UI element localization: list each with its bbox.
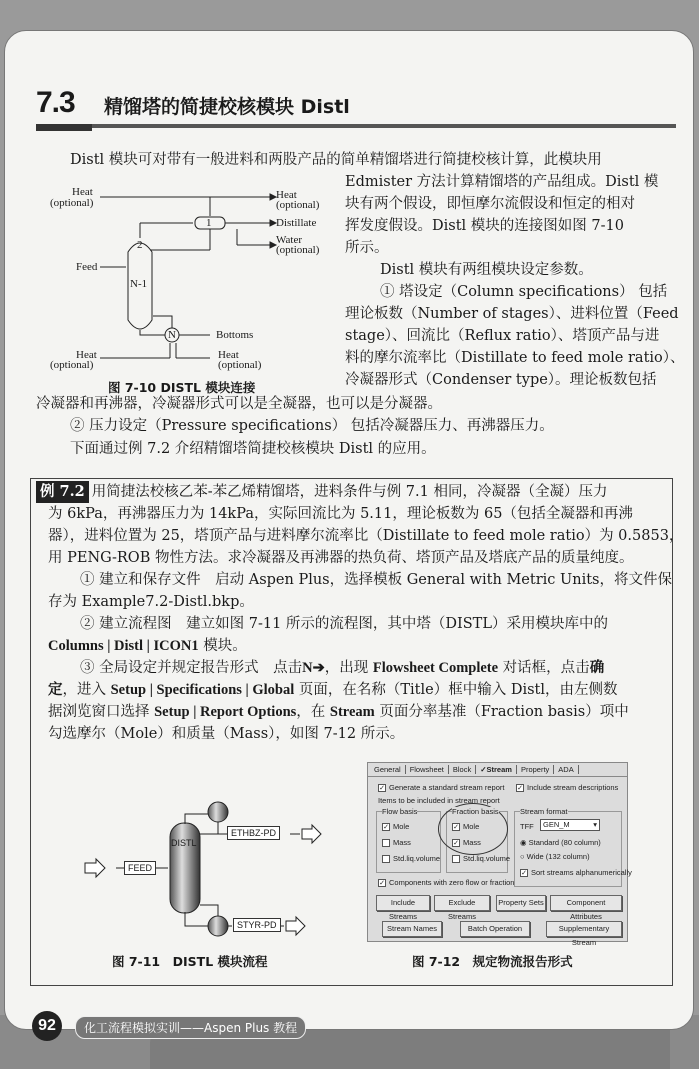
- figure-caption: 图 7-12 规定物流报告形式: [412, 954, 573, 969]
- example-line: 定，进入 Setup | Specifications | Global 页面，在名称（Title）框中输入 Distl，由左侧数: [48, 682, 618, 698]
- title-rule-accent: [36, 124, 92, 131]
- figure-caption: 图 7-11 DISTL 模块流程: [112, 954, 268, 969]
- page-number: 92: [32, 1011, 62, 1041]
- intro-line: ① 塔设定（Column specifications） 包括: [380, 284, 668, 300]
- tff-select[interactable]: GEN_M ▾: [540, 819, 600, 831]
- frac-mole-checkbox[interactable]: ✓ Mole: [453, 822, 480, 832]
- intro-line: Distl 模块可对带有一般进料和两股产品的简单精馏塔进行简捷校核计算，此模块用: [70, 152, 602, 168]
- intro-line: 下面通过例 7.2 介绍精馏塔简捷校核模块 Distl 的应用。: [70, 441, 436, 457]
- label-optional: (optional): [50, 197, 94, 209]
- distl-connection-diagram: [0, 180, 300, 360]
- tab-block[interactable]: Block: [449, 765, 476, 774]
- stream-names-button[interactable]: Stream Names: [382, 921, 442, 937]
- label-heat-out: Heat: [276, 189, 297, 201]
- example-line: 用简捷法校核乙苯-苯乙烯精馏塔，进料条件与例 7.1 相同，冷凝器（全凝）压力: [91, 484, 608, 500]
- label-stage-n-1: N-1: [130, 278, 148, 290]
- intro-line: 冷凝器和再沸器，冷凝器形式可以是全凝器，也可以是分凝器。: [36, 396, 442, 412]
- product-arrow-icon: [302, 825, 321, 843]
- intro-line: 冷凝器形式（Condenser type）。理论板数包括: [345, 372, 657, 388]
- reboiler-icon: [208, 916, 228, 936]
- tff-label: TFF: [520, 822, 534, 831]
- sort-checkbox[interactable]: ✓ Sort streams alphanumerically: [521, 868, 632, 878]
- label-optional: (optional): [276, 199, 320, 211]
- items-label: Items to be included in stream report: [378, 796, 500, 805]
- tab-bar: [368, 763, 627, 777]
- example-line: 存为 Example7.2-Distl.bkp。: [48, 594, 254, 610]
- example-line: 勾选摩尔（Mole）和质量（Mass），如图 7-12 所示。: [48, 726, 405, 742]
- intro-line: 料的摩尔流率比（Distillate to feed mole ratio）、: [345, 350, 685, 366]
- include-streams-button[interactable]: Include Streams: [376, 895, 430, 911]
- label-optional: (optional): [218, 359, 262, 371]
- intro-line: ② 压力设定（Pressure specifications） 包括冷凝器压力、再沸器压力。: [70, 418, 554, 434]
- example-line: Columns | Distl | ICON1 模块。: [48, 638, 247, 654]
- frac-stdliq-checkbox[interactable]: Std.liq.volume: [452, 854, 510, 863]
- condenser-icon: [208, 802, 228, 822]
- example-line: 器），进料位置为 25，塔顶产品与进料摩尔流率比（Distillate to feed mole ratio）为 0.5853，: [48, 528, 684, 544]
- label-optional: (optional): [276, 244, 320, 256]
- label-heat-out: Heat: [218, 349, 239, 361]
- label-stage-2: 2: [137, 239, 143, 251]
- title-rule: [36, 124, 676, 128]
- stream-ethbz-pd: ETHBZ-PD: [227, 826, 280, 840]
- stream-feed: FEED: [124, 861, 156, 875]
- example-line: ③ 全局设定并规定报告形式 点击N➔，出现 Flowsheet Complete 对话框，点击确: [80, 660, 605, 676]
- tab-ada[interactable]: ADA: [554, 765, 578, 774]
- distl-flowsheet: [80, 760, 370, 940]
- book-title: 化工流程模拟实训——Aspen Plus 教程: [75, 1016, 306, 1039]
- tab-stream[interactable]: ✓Stream: [476, 765, 517, 774]
- report-options-dialog: [367, 762, 632, 947]
- tab-flowsheet[interactable]: Flowsheet: [406, 765, 449, 774]
- flow-basis-label: Flow basis: [382, 807, 418, 816]
- label-bottoms: Bottoms: [216, 329, 254, 341]
- supplementary-stream-button[interactable]: Supplementary Stream: [546, 921, 622, 937]
- section-title: 精馏塔的简捷校核模块 Distl: [104, 96, 350, 118]
- include-descriptions-checkbox[interactable]: ✓ Include stream descriptions: [517, 783, 619, 793]
- label-water: Water: [276, 234, 302, 246]
- column-label: DISTL: [171, 838, 197, 848]
- example-line: 用 PENG-ROB 物性方法。求冷凝器及再沸器的热负荷、塔顶产品及塔底产品的质量纯度。: [48, 550, 634, 566]
- stream-format-label: Stream format: [520, 807, 568, 816]
- tab-general[interactable]: General: [370, 765, 406, 774]
- section-number: 7.3: [36, 86, 75, 119]
- fraction-basis-label: Fraction basis: [452, 807, 499, 816]
- figure-caption: 图 7-10 DISTL 模块连接: [108, 380, 256, 395]
- intro-line: 挥发度假设。Distl 模块的连接图如图 7-10: [345, 218, 624, 234]
- example-line: ① 建立和保存文件 启动 Aspen Plus，选择模板 General with Metric Units，将文件保: [80, 572, 672, 588]
- label-heat-in: Heat: [72, 186, 93, 198]
- generate-report-checkbox[interactable]: ✓ Generate a standard stream report: [379, 783, 505, 793]
- property-sets-button[interactable]: Property Sets: [496, 895, 546, 911]
- intro-line: stage）、回流比（Reflux ratio）、塔顶产品与进: [345, 328, 660, 344]
- chevron-down-icon: ▾: [593, 820, 597, 829]
- intro-line: 块有两个假设，即恒摩尔流假设和恒定的相对: [345, 196, 635, 212]
- flow-mole-checkbox[interactable]: ✓ Mole: [383, 822, 410, 832]
- example-tag: 例 7.2: [36, 481, 89, 503]
- column-icon: [170, 823, 200, 913]
- label-stage-n: N: [168, 329, 176, 341]
- component-attributes-button[interactable]: Component Attributes: [550, 895, 622, 911]
- exclude-streams-button[interactable]: Exclude Streams: [434, 895, 490, 911]
- example-line: 据浏览窗口选择 Setup | Report Options，在 Stream 页面分率基准（Fraction basis）项中: [48, 704, 629, 720]
- intro-line: Edmister 方法计算精馏塔的产品组成。Distl 模: [345, 174, 659, 190]
- intro-line: Distl 模块有两组模块设定参数。: [380, 262, 593, 278]
- product-arrow-icon: [286, 917, 305, 935]
- label-feed: Feed: [76, 261, 98, 273]
- batch-operation-button[interactable]: Batch Operation: [460, 921, 530, 937]
- frac-mass-checkbox[interactable]: ✓ Mass: [453, 838, 481, 848]
- intro-line: 所示。: [345, 240, 389, 256]
- label-heat-in: Heat: [76, 349, 97, 361]
- wide-radio[interactable]: ○ Wide (132 column): [520, 852, 590, 861]
- stream-styr-pd: STYR-PD: [233, 918, 281, 932]
- feed-arrow-icon: [85, 859, 105, 877]
- tab-property[interactable]: Property: [517, 765, 554, 774]
- label-distillate: Distillate: [276, 217, 317, 229]
- flow-stdliq-checkbox[interactable]: Std.liq.volume: [382, 854, 440, 863]
- flow-mass-checkbox[interactable]: Mass: [382, 838, 411, 847]
- example-line: ② 建立流程图 建立如图 7-11 所示的流程图，其中塔（DISTL）采用模块库中的: [80, 616, 608, 632]
- intro-line: 理论板数（Number of stages）、进料位置（Feed: [345, 306, 679, 322]
- label-stage-1: 1: [206, 217, 212, 229]
- example-line: 为 6kPa，再沸器压力为 14kPa，实际回流比为 5.11，理论板数为 65（包括全凝器和再沸: [48, 506, 633, 522]
- label-optional: (optional): [50, 359, 94, 371]
- zero-flow-checkbox[interactable]: ✓ Components with zero flow or fraction: [379, 878, 515, 888]
- standard-radio[interactable]: ◉ Standard (80 column): [520, 838, 601, 847]
